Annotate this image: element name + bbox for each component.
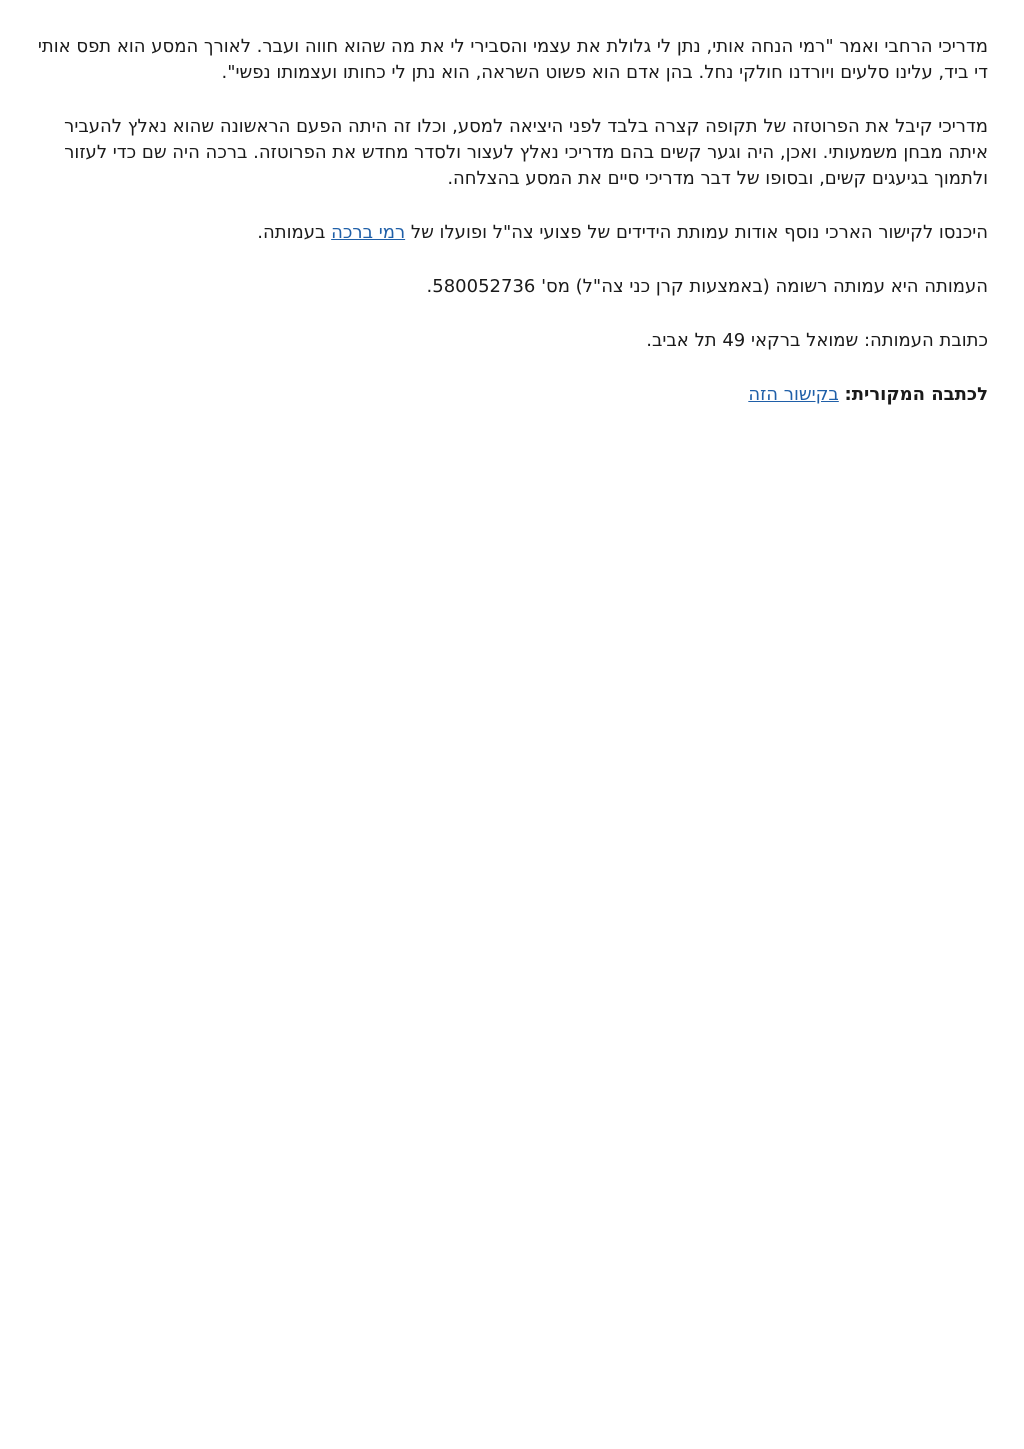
paragraph-address: כתובת העמותה: שמואל ברקאי 49 תל אביב. [646, 330, 988, 351]
original-article-label: לכתבה המקורית: [844, 384, 988, 405]
paragraph-original-article [36, 382, 988, 408]
more-info-text-before: היכנסו לקישור הארכי נוסף אודות עמותת הידידים של פצועי צה"ל ופועלו של [405, 222, 988, 243]
paragraph-prosthesis: מדריכי קיבל את הפרוטזה של תקופה קצרה בלבד לפני היציאה למסע, וכלו זה היתה הפעם הראשונה שהוא נאלץ להעביר איתה מבחן משמעותי. ואכן, היה וגער קשים בהם מדריכי נאלץ לעצור ולסדר מחדש את הפרוטזה. ברכה היה שם כדי לעזור ולתמוך בגיעגים קשים, ובסופו של דבר מדריכי סיים את המסע בהצלחה. [64, 116, 988, 189]
paragraph-more-info [36, 220, 988, 246]
original-article-link[interactable]: בקישור הזה [748, 384, 839, 405]
rami-bracha-link[interactable]: רמי ברכה [331, 222, 406, 243]
paragraph-quote: מדריכי הרחבי ואמר "רמי הנחה אותי, נתן לי גלולת את עצמי והסבירי לי את מה שהוא חווה ועבר. לאורך המסע הוא תפס אותי די ביד, עלינו סלעים ויורדנו חולקי נחל. בהן אדם הוא פשוט השראה, הוא נתן לי כחותו ועצמותו נפשי". [37, 36, 988, 83]
more-info-text-after: בעמותה. [257, 222, 332, 243]
paragraph-registration: העמותה היא עמותה רשומה (באמצעות קרן כני צה"ל) מס' 580052736. [426, 276, 988, 297]
